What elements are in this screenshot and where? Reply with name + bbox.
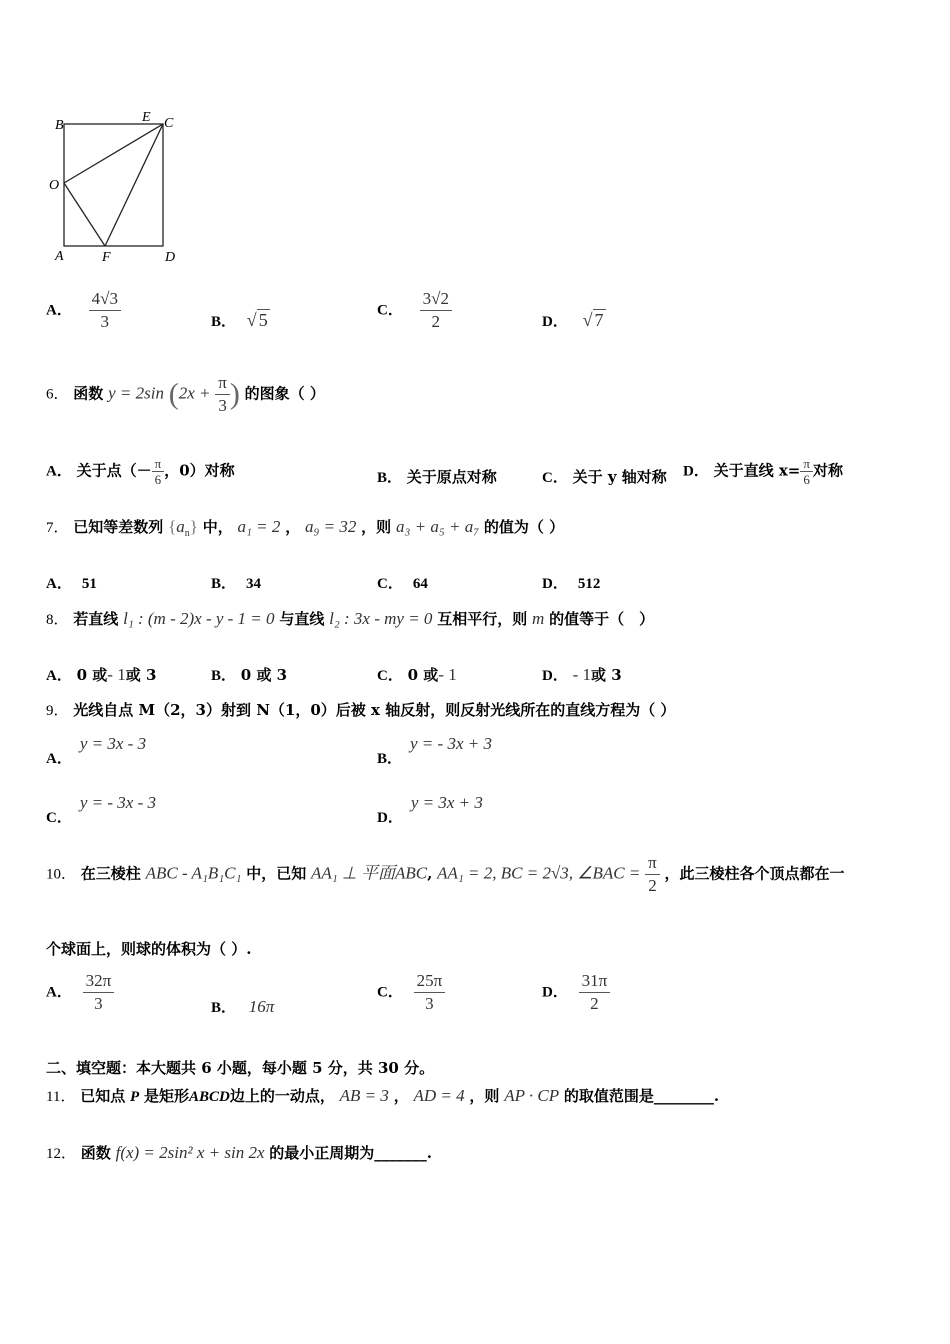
q5-option-d[interactable]: D． √ 7 [542, 310, 604, 330]
question-6: 6． 函数 y = 2sin (2x + $\frac{\pi}{3}$ ) 的图象（ ） [46, 373, 325, 415]
segment-of [64, 183, 105, 246]
label-c: C [164, 116, 174, 131]
q9-option-c[interactable]: C．y = - 3x - 3 [46, 793, 156, 826]
q7-option-a[interactable]: A． 51 [46, 576, 97, 592]
label-d: D [165, 250, 176, 265]
q9-option-a[interactable]: A．y = 3x - 3 [46, 734, 147, 767]
q8-option-b[interactable]: B． 0 或 3 [211, 666, 288, 684]
q6-option-d[interactable]: D． 关于直线 x= $\frac{\pi}{6}$ 对称 [683, 456, 843, 487]
q8-option-d[interactable]: D． - 1或 3 [542, 665, 622, 684]
label-b: B [55, 118, 64, 133]
q10-option-a[interactable]: A． $\frac{32\pi}{3}$ [46, 970, 114, 1015]
question-11: 11． 已知点 P 是矩形ABCD边上的一动点， AB = 3 ， AD = 4 ，则 AP · CP 的取值范围是________. [46, 1086, 720, 1105]
q10-option-b[interactable]: B． 16π [211, 997, 275, 1016]
q7-option-c[interactable]: C． 64 [377, 576, 428, 592]
segment-oe [64, 124, 163, 183]
question-7: 7． 已知等差数列 $\{a_n\}$ 中， a₁ = 2 ， a₉ = 32 ，则 a₃ + a₅ + a₇ 的值为（ ） [46, 517, 565, 539]
label-f: F [102, 250, 111, 265]
q5-option-a[interactable]: A． $\frac{4√3}{3}$ [46, 288, 121, 333]
segment-fe [105, 124, 163, 246]
question-10-line2: 个球面上，则球的体积为（ ）. [46, 940, 252, 958]
question-9: 9． 光线自点 M（2，3）射到 N（1，0）后被 x 轴反射，则反射光线所在的直线方程为（ ） [46, 701, 676, 719]
section-2-title: 二、填空题：本大题共 6 小题，每小题 5 分，共 30 分。 [46, 1059, 435, 1077]
label-e: E [142, 110, 151, 125]
q7-option-b[interactable]: B． 34 [211, 576, 262, 592]
q9-option-b[interactable]: B．y = - 3x + 3 [377, 734, 492, 767]
geometry-figure [45, 105, 205, 270]
q8-option-a[interactable]: A． 0 或- 1或 3 [46, 665, 157, 684]
q5-option-b[interactable]: B． √ 5 [211, 310, 268, 330]
q8-option-c[interactable]: C． 0 或- 1 [377, 665, 457, 684]
q9-option-d[interactable]: D．y = 3x + 3 [377, 793, 483, 826]
q7-option-d[interactable]: D． 512 [542, 576, 601, 592]
question-8: 8． 若直线 l₁ : (m - 2)x - y - 1 = 0 与直线 l₂ : 3x - my = 0 互相平行，则 m 的值等于（ ） [46, 609, 655, 628]
label-a: A [55, 249, 64, 264]
q6-option-c[interactable]: C． 关于 y 轴对称 [542, 468, 667, 486]
q6-option-a[interactable]: A． 关于点（－ $\frac{\pi}{6}$ ，0）对称 [46, 456, 235, 487]
question-12: 12． 函数 f(x) = 2sin² x + sin 2x 的最小正周期为_______. [46, 1143, 433, 1162]
q10-option-c[interactable]: C． $\frac{25\pi}{3}$ [377, 970, 445, 1015]
q6-option-b[interactable]: B． 关于原点对称 [377, 468, 497, 486]
q10-option-d[interactable]: D． $\frac{31\pi}{2}$ [542, 970, 610, 1015]
question-10: 10． 在三棱柱 ABC - A₁B₁C₁ 中，已知 AA₁ ⊥ 平面ABC, AA₁ = 2, BC = 2√3, ∠BAC = $\frac{\pi}{2}$ ，此三棱柱各个顶点都在一 [46, 853, 845, 895]
label-o: O [49, 178, 60, 193]
q5-option-c[interactable]: C． $\frac{3√2}{2}$ [377, 288, 452, 333]
